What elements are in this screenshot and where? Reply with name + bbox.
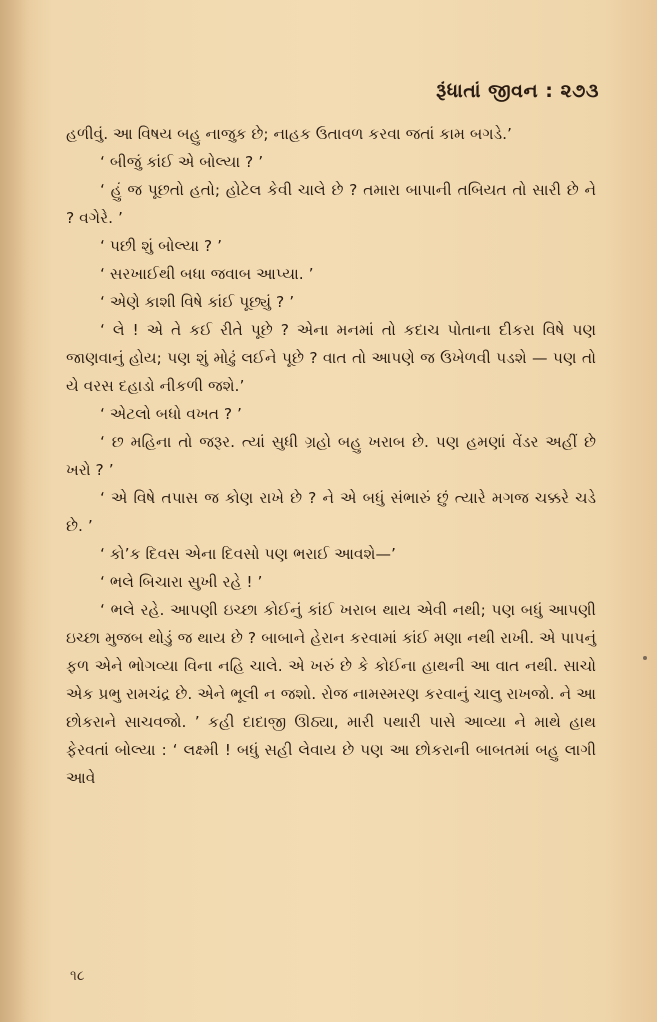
paragraph: ‘ એણે કાશી વિષે કાંઈ પૂછ્યું ? ’ (100, 293, 295, 311)
paragraph: ‘ એ વિષે તપાસ જ કોણ રાખે છે ? ને એ બધું સંભારું છું ત્યારે મગજ ચક્કરે ચડે છે. ’ (66, 489, 596, 535)
signature-mark: ૧૮ (70, 968, 85, 984)
paragraph: ‘ બીજું કાંઈ એ બોલ્યા ? ’ (100, 153, 264, 171)
paragraph: ‘ સરખાઈથી બધા જવાબ આપ્યા. ’ (100, 265, 314, 283)
paragraph: ‘ પછી શું બોલ્યા ? ’ (100, 237, 223, 255)
paragraph: ‘ કો’ક દિવસ એના દિવસો પણ ભરાઈ આવશે—’ (100, 545, 396, 563)
paragraph: ‘ ભલે બિચારા સુખી રહે ! ’ (100, 573, 263, 591)
paragraph: ‘ લે ! એ તે કઈ રીતે પૂછે ? એના મનમાં તો કદાચ પોતાના દીકરા વિષે પણ જાણવાનું હોય; પણ શું મોઢું લઈને પૂછે ? વાત તો આપણે જ ઉખેળવી પડશે — પણ તો યે વરસ દહાડો નીકળી જશે.’ (66, 321, 596, 395)
paragraph: ‘ હું જ પૂછતો હતો; હોટેલ કેવી ચાલે છે ? તમારા બાપાની તબિયત તો સારી છે ને ? વગેરે. ’ (66, 181, 596, 227)
running-head: રૂંધાતાં જીવન : ૨૭૩ (436, 80, 599, 102)
paragraph: હળીવું. આ વિષય બહુ નાજુક છે; નાહક ઉતાવળ કરવા જતાં કામ બગડે.’ (66, 125, 512, 143)
page-body (66, 120, 596, 792)
paragraph: ‘ ભલે રહે. આપણી ઇચ્છા કોઈનું કાંઈ ખરાબ થાય એવી નથી; પણ બધું આપણી ઇચ્છા મુજબ થોડું જ થાય છે ? બાબાને હેરાન કરવામાં કાંઈ મણા નથી રાખી. એ પાપનું ફળ એને ભોગવ્યા વિના નહિ ચાલે. એ ખરું છે કે કોઈના હાથની આ વાત નથી. સાચો એક પ્રભુ રામચંદ્ર છે. એને ભૂલી ન જશો. રોજ નામસ્મરણ કરવાનું ચાલુ રાખજો. ને આ છોકરાને સાચવજો. ’ કહી દાદાજી ઊઠ્યા, મારી પથારી પાસે આવ્યા ને માથે હાથ ફેરવતાં બોલ્યા : ‘ લક્ષ્મી ! બધું સહી લેવાય છે પણ આ છોકરાની બાબતમાં બહુ લાગી આવે (66, 601, 596, 787)
margin-speck (643, 656, 647, 660)
paragraph: ‘ છ મહિના તો જરૂર. ત્યાં સુધી ગ્રહો બહુ ખરાબ છે. પણ હમણાં વેંડર અહીં છે ખરો ? ’ (66, 433, 596, 479)
gutter-shadow (0, 0, 30, 1022)
paragraph: ‘ એટલો બધો વખત ? ’ (100, 405, 242, 423)
